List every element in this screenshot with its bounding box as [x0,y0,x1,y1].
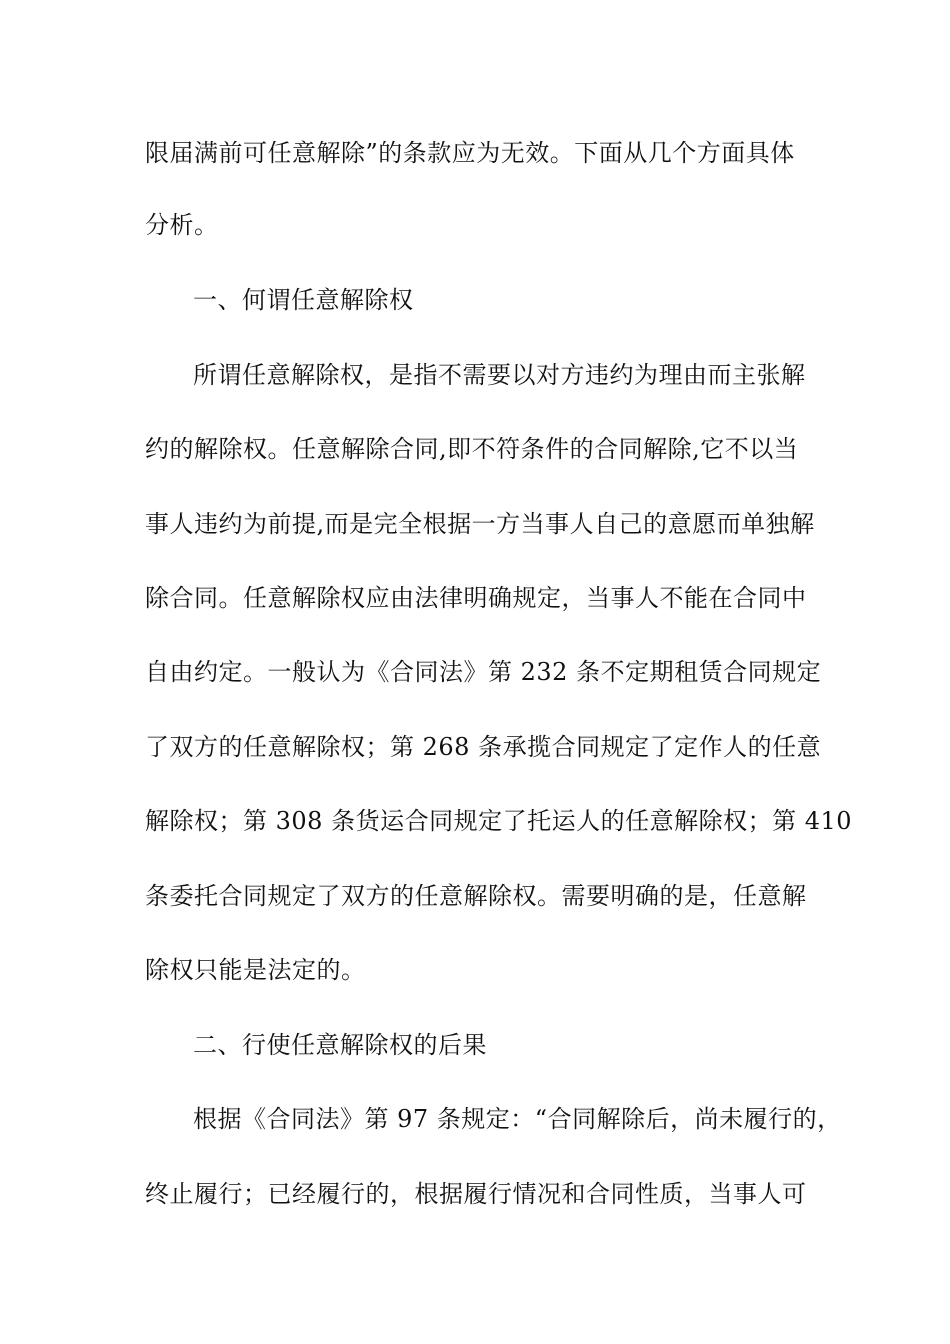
paragraph-line: 根据《合同法》第 97 条规定：“合同解除后，尚未履行的， [193,1105,842,1133]
section-heading: 一、何谓任意解除权 [193,286,414,314]
paragraph-line: 约的解除权。任意解除合同,即不符条件的合同解除,它不以当 [145,435,799,463]
paragraph-line: 事人违约为前提,而是完全根据一方当事人自己的意愿而单独解 [145,510,815,538]
paragraph-line: 终止履行；已经履行的，根据履行情况和合同性质，当事人可 [145,1180,807,1208]
paragraph-line: 解除权；第 308 条货运合同规定了托运人的任意解除权；第 410 [145,807,853,835]
paragraph-line: 自由约定。一般认为《合同法》第 232 条不定期租赁合同规定 [145,658,822,686]
paragraph-line: 所谓任意解除权，是指不需要以对方违约为理由而主张解 [193,361,806,389]
paragraph-line: 分析。 [145,211,219,239]
paragraph-line: 限届满前可任意解除”的条款应为无效。下面从几个方面具体 [145,139,795,167]
paragraph-line: 除合同。任意解除权应由法律明确规定，当事人不能在合同中 [145,584,807,612]
paragraph-line: 了双方的任意解除权；第 268 条承揽合同规定了定作人的任意 [145,733,822,761]
section-heading: 二、行使任意解除权的后果 [193,1031,487,1059]
paragraph-line: 条委托合同规定了双方的任意解除权。需要明确的是，任意解 [145,882,807,910]
paragraph-line: 除权只能是法定的。 [145,956,366,984]
